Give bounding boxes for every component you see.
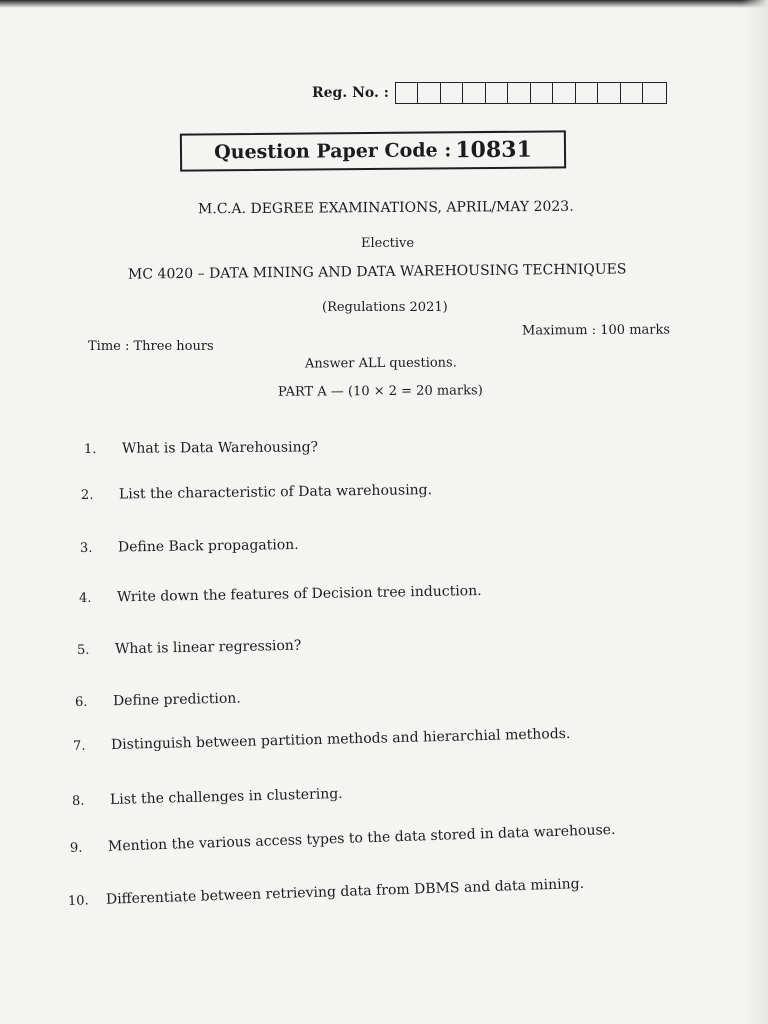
question-number: 6. <box>74 694 88 710</box>
question-number: 2. <box>80 487 94 503</box>
reg-number-label: Reg. No. : <box>312 85 389 101</box>
question-item <box>68 876 585 909</box>
question-paper-code-box <box>180 130 566 171</box>
course-title: MC 4020 – DATA MINING AND DATA WAREHOUSING TECHNIQUES <box>127 261 627 283</box>
question-paper-code-value: 10831 <box>455 136 532 164</box>
question-item <box>72 786 343 809</box>
question-text: What is linear regression? <box>114 637 302 658</box>
question-item <box>75 691 241 710</box>
question-number: 7. <box>72 738 86 754</box>
question-text: List the challenges in clustering. <box>109 785 343 809</box>
instructions: Answer ALL questions. <box>304 355 457 372</box>
question-text: List the characteristic of Data warehousing. <box>118 482 433 503</box>
reg-number-box <box>531 83 554 103</box>
reg-number-box <box>486 83 509 103</box>
question-number: 5. <box>76 642 90 658</box>
reg-number-boxes <box>395 82 667 104</box>
time-allowed: Time : Three hours <box>88 339 214 354</box>
question-text: Write down the features of Decision tree induction. <box>116 582 482 606</box>
question-text: Differentiate between retrieving data from DBMS and data mining. <box>105 875 585 908</box>
reg-number-box <box>508 83 531 103</box>
reg-number-box <box>396 83 419 103</box>
question-item <box>77 638 302 658</box>
question-number: 4. <box>78 590 92 606</box>
question-text: Distinguish between partition methods and hierarchial methods. <box>110 725 571 754</box>
reg-number-box <box>576 83 599 103</box>
question-item <box>81 482 432 503</box>
reg-number-box <box>553 83 576 103</box>
part-a-heading: PART A — (10 × 2 = 20 marks) <box>277 383 483 400</box>
maximum-marks: Maximum : 100 marks <box>521 322 671 339</box>
question-number: 1. <box>83 441 97 457</box>
elective-label: Elective <box>361 236 415 251</box>
question-number: 9. <box>69 840 83 856</box>
reg-number-box <box>643 83 666 103</box>
scan-top-edge <box>0 0 768 8</box>
reg-number-box <box>418 83 441 103</box>
question-item <box>70 822 616 856</box>
reg-number-box <box>621 83 644 103</box>
question-item <box>79 583 482 606</box>
scan-right-edge <box>742 0 768 1024</box>
question-item <box>80 537 299 556</box>
question-number: 8. <box>71 793 85 809</box>
question-number: 10. <box>67 893 89 909</box>
question-number: 3. <box>79 540 93 556</box>
question-text: Define prediction. <box>112 690 241 710</box>
reg-number-box <box>441 83 464 103</box>
question-text: Define Back propagation. <box>117 536 299 556</box>
reg-number-field <box>312 82 667 104</box>
exam-title: M.C.A. DEGREE EXAMINATIONS, APRIL/MAY 2023. <box>197 198 574 218</box>
reg-number-box <box>463 83 486 103</box>
regulations-label: (Regulations 2021) <box>322 300 448 315</box>
question-paper-code-label: Question Paper Code : <box>214 139 452 164</box>
question-text: What is Data Warehousing? <box>121 439 319 457</box>
question-item <box>73 726 571 754</box>
reg-number-box <box>598 83 621 103</box>
question-text: Mention the various access types to the data stored in data warehouse. <box>107 821 616 855</box>
question-item <box>84 439 318 457</box>
